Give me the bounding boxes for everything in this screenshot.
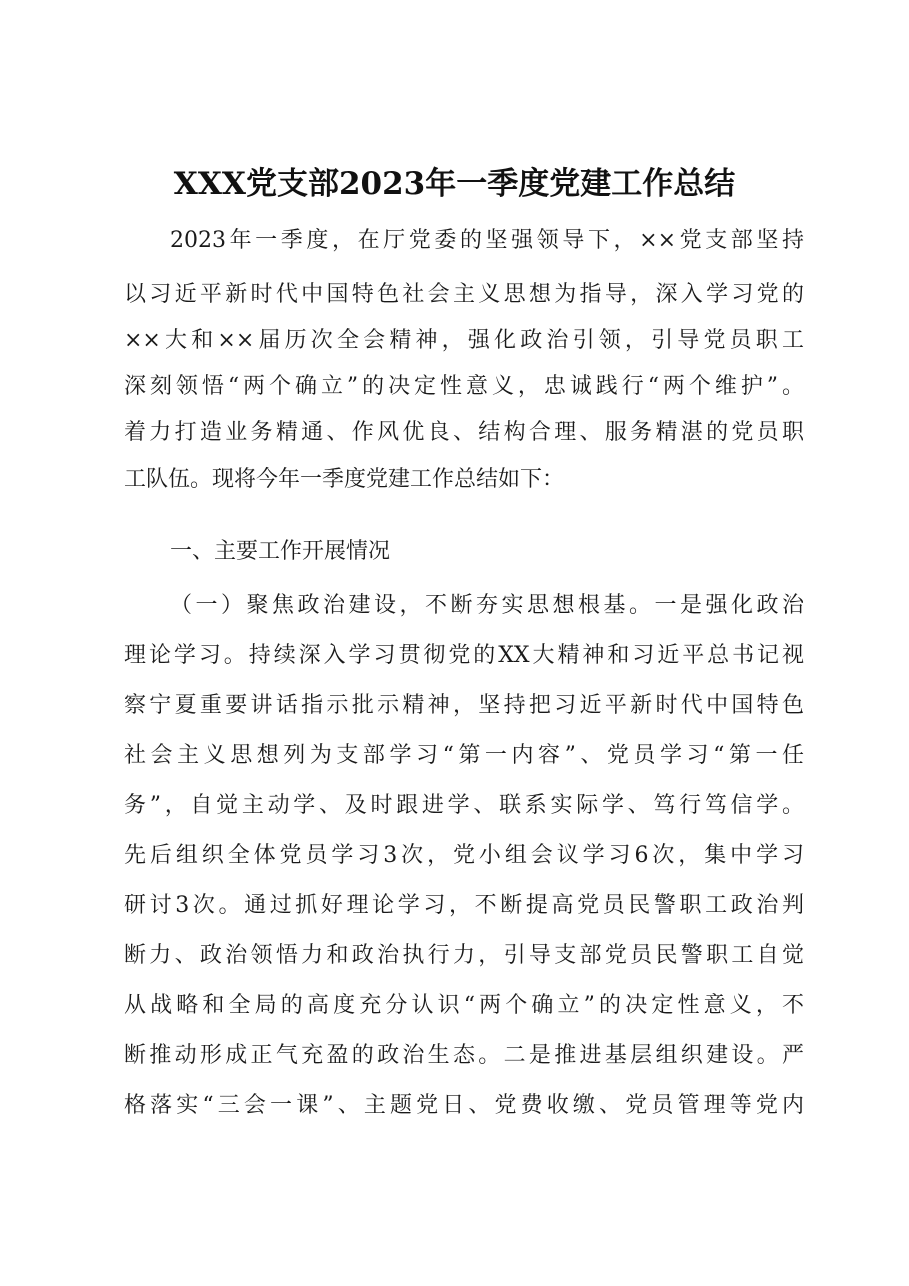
paragraph-line: ××大和××届历次全会精神，强化政治引领，引导党员职工 <box>124 328 804 353</box>
document-title: XXX党支部2023年一季度党建工作总结 <box>173 166 736 202</box>
paragraph-line: 从战略和全局的高度充分认识“两个确立”的决定性意义，不 <box>124 993 804 1018</box>
paragraph-line: 2023年一季度，在厅党委的坚强领导下，××党支部坚持 <box>170 228 804 253</box>
paragraph-line: 社会主义思想列为支部学习“第一内容”、党员学习“第一任 <box>124 743 804 768</box>
paragraph-line: 断推动形成正气充盈的政治生态。二是推进基层组织建设。严 <box>124 1043 804 1068</box>
section-heading: 一、主要工作开展情况 <box>170 539 391 564</box>
paragraph-line: （一）聚焦政治建设，不断夯实思想根基。一是强化政治 <box>170 593 804 618</box>
paragraph-line: 研讨3次。通过抓好理论学习，不断提高党员民警职工政治判 <box>124 893 804 918</box>
paragraph-line: 断力、政治领悟力和政治执行力，引导支部党员民警职工自觉 <box>124 943 804 968</box>
paragraph-line: 深刻领悟“两个确立”的决定性意义，忠诚践行“两个维护”。 <box>124 374 804 399</box>
paragraph-line: 理论学习。持续深入学习贯彻党的XX大精神和习近平总书记视 <box>124 643 804 668</box>
paragraph-line: 工队伍。现将今年一季度党建工作总结如下： <box>124 467 565 492</box>
paragraph-line: 先后组织全体党员学习3次，党小组会议学习6次，集中学习 <box>124 843 804 868</box>
paragraph-line: 格落实“三会一课”、主题党日、党费收缴、党员管理等党内 <box>124 1093 804 1118</box>
paragraph-line: 以习近平新时代中国特色社会主义思想为指导，深入学习党的 <box>124 282 804 307</box>
paragraph-line: 察宁夏重要讲话指示批示精神，坚持把习近平新时代中国特色 <box>124 693 804 718</box>
paragraph-line: 务”，自觉主动学、及时跟进学、联系实际学、笃行笃信学。 <box>124 793 804 818</box>
paragraph-line: 着力打造业务精通、作风优良、结构合理、服务精湛的党员职 <box>124 420 804 445</box>
